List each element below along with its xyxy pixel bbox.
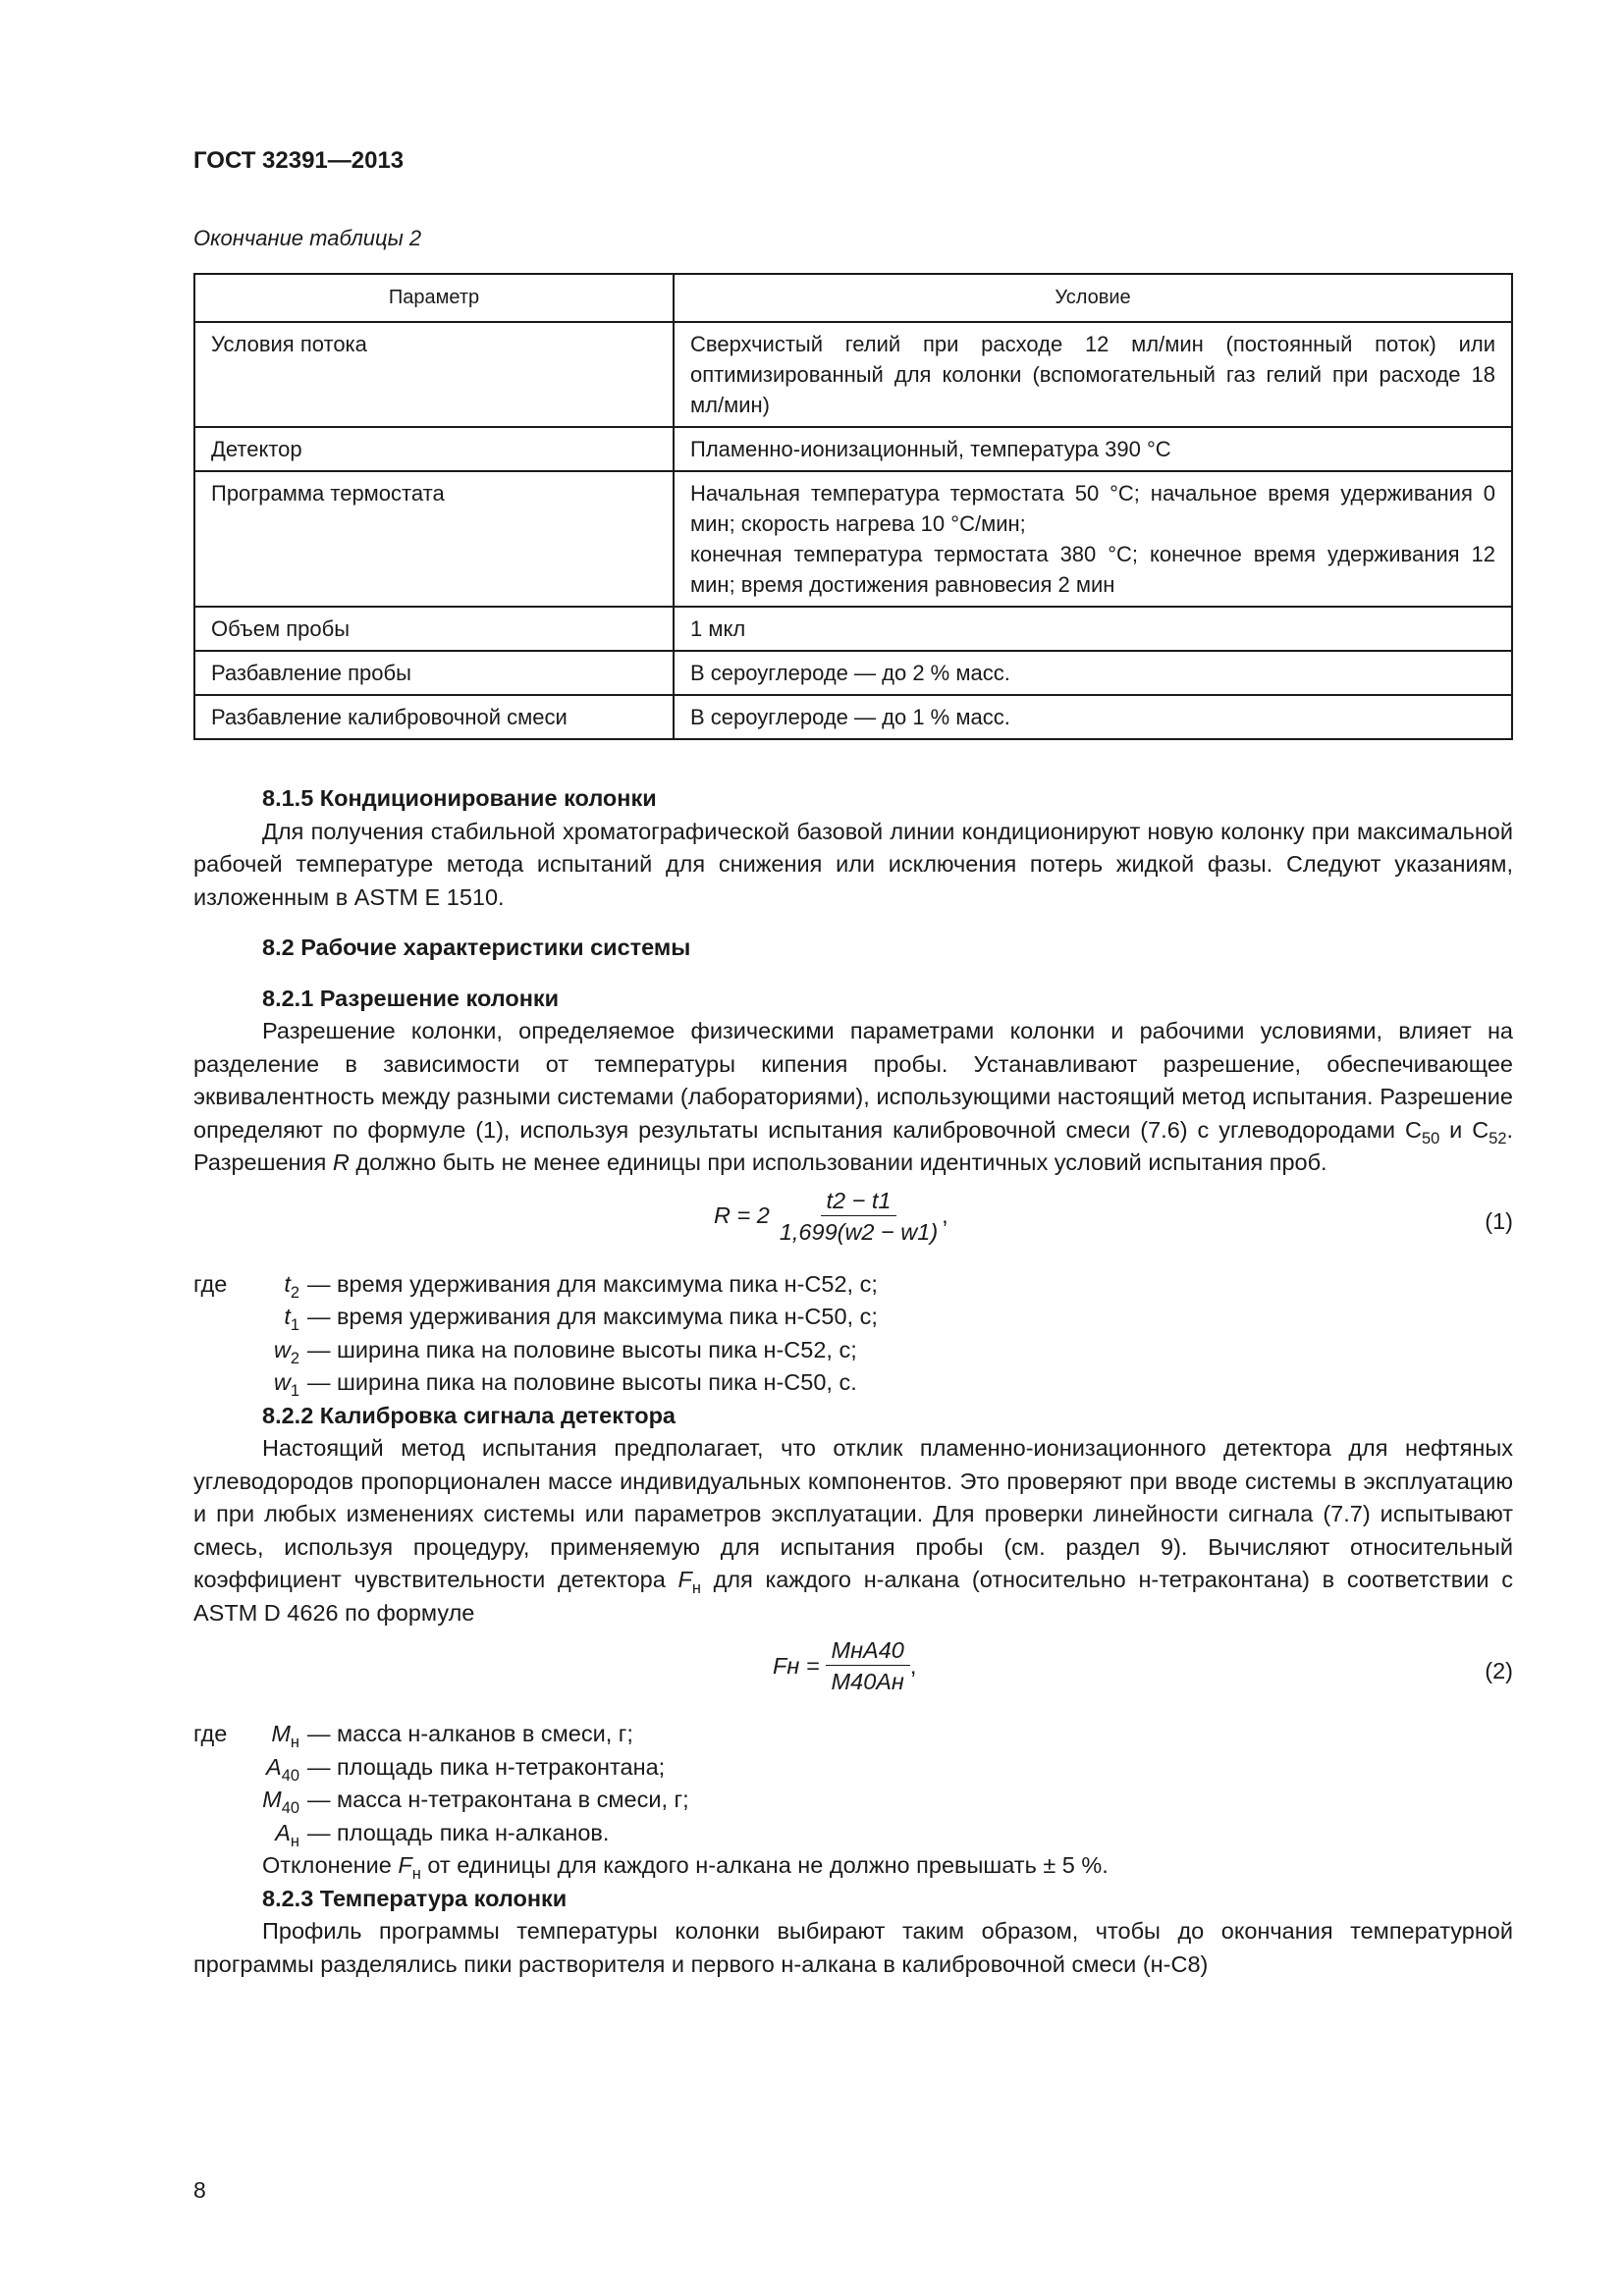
text-run: и С <box>1439 1116 1489 1143</box>
where-text: — время удерживания для максимума пика н-С50, с; <box>307 1304 878 1329</box>
subscript: 1 <box>290 1316 299 1334</box>
formula-fraction <box>826 1635 910 1697</box>
where-item <box>193 1334 1513 1367</box>
table-row <box>194 322 1512 427</box>
subscript: н <box>290 1734 299 1751</box>
table-cell-condition: В сероуглероде — до 1 % масс. <box>674 695 1512 739</box>
formula-numerator: t2 − t1 <box>821 1186 897 1216</box>
symbol: A <box>275 1819 291 1845</box>
table-row <box>194 471 1512 607</box>
text-run: . Разрешения <box>193 1116 1514 1175</box>
subscript: 1 <box>290 1382 299 1400</box>
where-prefix: где <box>193 1721 228 1746</box>
subscript: 52 <box>1489 1129 1507 1148</box>
paragraph <box>193 1015 1513 1180</box>
where-item <box>193 1817 1513 1850</box>
section-heading: 8.2 Рабочие характеристики системы <box>262 934 691 960</box>
table-cell-param: Условия потока <box>194 322 674 427</box>
where-item <box>193 1268 1513 1302</box>
table-row <box>194 607 1512 651</box>
where-text: — масса н-алканов в смеси, г; <box>307 1721 633 1746</box>
section-heading: 8.2.2 Калибровка сигнала детектора <box>262 1402 676 1428</box>
table-row <box>194 695 1512 739</box>
table-cell-param: Разбавление пробы <box>194 651 674 695</box>
table-cell-condition: Сверхчистый гелий при расходе 12 мл/мин (постоянный поток) или оптимизированный для колонки (вспомогательный газ гелий при расходе 18 мл/мин) <box>674 322 1512 427</box>
table-cell-line: Начальная температура термостата 50 °С; начальное время удерживания 0 мин; скорость нагрева 10 °С/мин; <box>690 481 1495 536</box>
symbol: w <box>273 1369 291 1395</box>
formula-denominator: 1,699(w2 − w1) <box>779 1218 939 1245</box>
subscript: 40 <box>281 1766 299 1785</box>
subscript: н <box>691 1579 701 1597</box>
where-item <box>193 1751 1513 1785</box>
where-prefix: где <box>193 1270 228 1297</box>
formula-lhs: R = 2 <box>714 1202 770 1229</box>
table-cell-param: Детектор <box>194 427 674 471</box>
table-cell-condition <box>674 471 1512 607</box>
variable: R <box>332 1149 350 1175</box>
formula-2: Fн = $\frac{\text{MнA40}}{M40Aн}$ , (2) <box>193 1629 1513 1718</box>
text-run: от единицы для каждого н-алкана не должно превышать ± 5 %. <box>420 1852 1109 1878</box>
table-cell-param: Объем пробы <box>194 607 674 651</box>
variable: F <box>398 1852 412 1878</box>
where-item <box>193 1301 1513 1334</box>
where-text: — площадь пика н-тетраконтана; <box>307 1753 666 1780</box>
text-run: Отклонение <box>262 1852 399 1878</box>
paragraph <box>193 1849 1513 1883</box>
variable: F <box>677 1567 692 1592</box>
where-list <box>193 1268 1513 1400</box>
table-row <box>194 651 1512 695</box>
symbol: w <box>273 1336 291 1362</box>
column-header: Параметр <box>194 274 674 322</box>
paragraph: Для получения стабильной хроматографической базовой линии кондиционируют новую колонку при максимальной рабочей температуре метода испытаний для снижения или исключения потерь жидкой фазы. Следуют указаниям, изложенным в ASTM E 1510. <box>193 818 1513 910</box>
page-number: 8 <box>193 2177 206 2203</box>
symbol: M <box>262 1787 282 1812</box>
subscript: 50 <box>1421 1129 1440 1148</box>
paragraph <box>193 1432 1513 1629</box>
formula-number: (1) <box>1485 1207 1513 1234</box>
section-heading: 8.2.3 Температура колонки <box>262 1885 568 1911</box>
column-header: Условие <box>674 274 1512 322</box>
where-list <box>193 1718 1513 1849</box>
where-text: — площадь пика н-алканов. <box>307 1819 610 1845</box>
text-run: должно быть не менее единицы при использовании идентичных условий испытания проб. <box>349 1149 1327 1175</box>
document-id: ГОСТ 32391—2013 <box>193 147 405 174</box>
symbol: t <box>284 1304 291 1329</box>
table-cell-condition: Пламенно-ионизационный, температура 390 °С <box>674 427 1512 471</box>
text-run: Разрешение колонки, определяемое физическими параметрами колонки и рабочими условиями, влияет на разделение в зависимости от температуры кипения пробы. Устанавливают разрешение, обеспечивающее эквивалентность между разными системами (лабораториями), использующими настоящий метод испытания. Разрешение определяют по формуле (1), используя результаты испытания калибровочной смеси (7.6) с углеводородами С <box>193 1018 1513 1143</box>
subscript: 2 <box>290 1283 299 1302</box>
table-cell-condition: В сероуглероде — до 2 % масс. <box>674 651 1512 695</box>
table-caption: Окончание таблицы 2 <box>193 226 422 250</box>
section-heading: 8.2.1 Разрешение колонки <box>262 985 560 1011</box>
subscript: н <box>290 1832 299 1850</box>
symbol: t <box>284 1270 291 1297</box>
formula-1: R = 2 $\frac{t2 - t1}{1,699(w2 - w1)}$ , (1) <box>193 1180 1513 1268</box>
symbol: M <box>271 1721 291 1746</box>
body-text <box>193 782 1513 1981</box>
section-heading: 8.1.5 Кондиционирование колонки <box>262 785 657 811</box>
where-item <box>193 1784 1513 1817</box>
table-cell-condition: 1 мкл <box>674 607 1512 651</box>
subscript: н <box>411 1865 421 1883</box>
where-item <box>193 1366 1513 1400</box>
where-item <box>193 1718 1513 1751</box>
formula-lhs: Fн = <box>773 1652 820 1679</box>
formula-numerator: MнA40 <box>826 1635 910 1666</box>
parameters-table <box>193 273 1513 740</box>
formula-denominator: M40Aн <box>831 1669 904 1694</box>
where-text: — ширина пика на половине высоты пика н-С52, с; <box>307 1336 857 1362</box>
where-text: — время удерживания для максимума пика н-С52, с; <box>307 1270 878 1297</box>
where-text: — масса н-тетраконтана в смеси, г; <box>307 1787 689 1812</box>
table-cell-line: конечная температура термостата 380 °С; конечное время удерживания 12 мин; время достижения равновесия 2 мин <box>690 542 1495 597</box>
table-cell-param: Разбавление калибровочной смеси <box>194 695 674 739</box>
text-run: для каждого н-алкана (относительно н-тетраконтана) в соответствии с ASTM D 4626 по формуле <box>193 1567 1513 1626</box>
symbol: A <box>266 1753 282 1780</box>
text-run: Настоящий метод испытания предполагает, что отклик пламенно-ионизационного детектора для нефтяных углеводородов пропорционален массе индивидуальных компонентов. Это проверяют при вводе системы в эксплуатацию и при любых изменениях системы или параметров эксплуатации. Для проверки линейности сигнала (7.7) испытывают смесь, используя процедуру, применяемую для испытания пробы (см. раздел 9). Вычисляют относительный коэффициент чувствительности детектора <box>193 1435 1513 1592</box>
table-row <box>194 427 1512 471</box>
formula-fraction <box>776 1186 942 1248</box>
formula-number: (2) <box>1485 1658 1513 1683</box>
where-text: — ширина пика на половине высоты пика н-С50, с. <box>307 1369 857 1395</box>
subscript: 40 <box>281 1799 299 1817</box>
paragraph: Профиль программы температуры колонки выбирают таким образом, чтобы до окончания температурной программы разделялись пики растворителя и первого н-алкана в калибровочной смеси (н-С8) <box>193 1918 1513 1977</box>
table-header-row <box>194 274 1512 322</box>
table-cell-param: Программа термостата <box>194 471 674 607</box>
subscript: 2 <box>290 1349 299 1367</box>
